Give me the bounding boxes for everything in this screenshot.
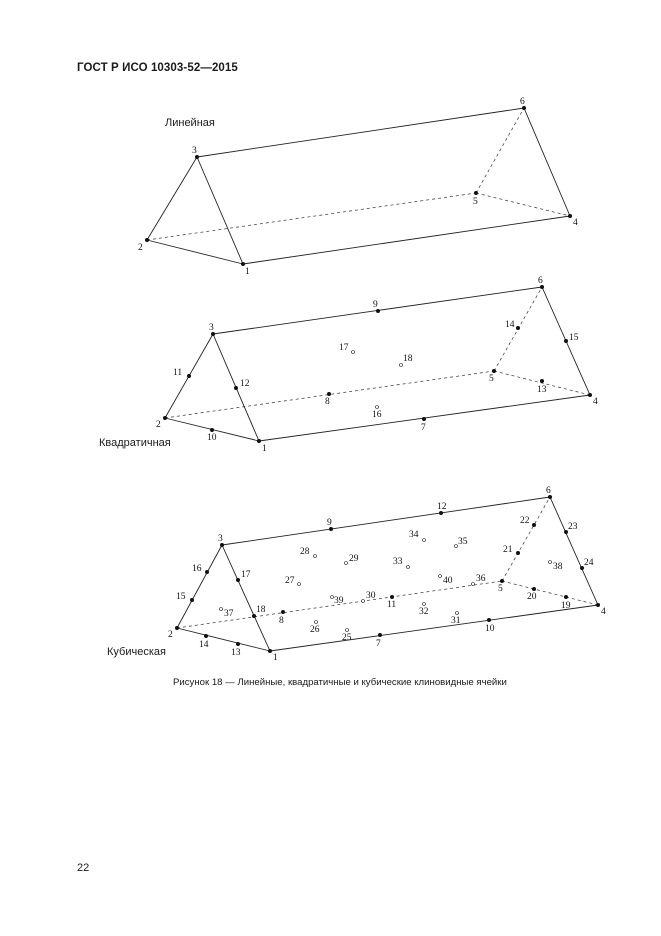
cubic-node-13 — [236, 642, 240, 646]
cubic-node-label-15: 15 — [176, 592, 186, 602]
cubic-node-20 — [532, 587, 536, 591]
quadratic-node-label-1: 1 — [262, 444, 267, 454]
quadratic-node-label-6: 6 — [538, 276, 543, 286]
cubic-node-label-10: 10 — [485, 624, 495, 634]
figure-caption: Рисунок 18 — Линейные, квадратичные и кубические клиновидные ячейки — [173, 677, 507, 688]
linear-edge-2-3 — [147, 157, 197, 240]
quadratic-wedge-diagram — [156, 276, 598, 454]
cubic-node-label-25: 25 — [342, 633, 352, 643]
linear-hidden-edge-5-6 — [476, 108, 524, 193]
cubic-node-label-5: 5 — [498, 584, 503, 594]
quadratic-node-15 — [564, 339, 568, 343]
cubic-node-label-20: 20 — [527, 592, 537, 602]
cubic-edge-4-6 — [550, 497, 598, 605]
quadratic-node-label-11: 11 — [173, 368, 183, 378]
cubic-wedge-label: Кубическая — [107, 646, 166, 658]
linear-node-2 — [145, 238, 149, 242]
cubic-node-label-19: 19 — [561, 601, 571, 611]
cubic-node-19 — [564, 595, 568, 599]
cubic-node-label-1: 1 — [273, 653, 278, 663]
cubic-node-38 — [549, 561, 552, 564]
cubic-node-label-7: 7 — [376, 639, 381, 649]
quadratic-node-label-3: 3 — [209, 323, 214, 333]
cubic-node-label-26: 26 — [310, 625, 320, 635]
cubic-node-label-21: 21 — [503, 545, 513, 555]
cubic-node-14 — [204, 634, 208, 638]
cubic-node-label-13: 13 — [231, 648, 241, 658]
linear-edge-3-6 — [197, 108, 524, 157]
linear-edge-1-2 — [147, 240, 243, 264]
cubic-edge-3-6 — [222, 497, 550, 545]
cubic-node-label-24: 24 — [584, 558, 594, 568]
quadratic-node-2 — [163, 416, 167, 420]
cubic-node-label-27: 27 — [285, 576, 295, 586]
document-header: ГОСТ Р ИСО 10303-52—2015 — [77, 62, 238, 74]
cubic-node-label-40: 40 — [443, 576, 453, 586]
cubic-node-label-39: 39 — [334, 596, 344, 606]
quadratic-node-label-5: 5 — [489, 374, 494, 384]
cubic-node-10 — [487, 618, 491, 622]
quadratic-node-10 — [210, 428, 214, 432]
cubic-node-27 — [298, 583, 301, 586]
linear-node-label-1: 1 — [245, 267, 250, 277]
cubic-node-label-34: 34 — [409, 530, 419, 540]
cubic-node-36 — [472, 583, 475, 586]
quadratic-node-17 — [352, 351, 355, 354]
cubic-node-15 — [190, 598, 194, 602]
quadratic-node-label-17: 17 — [339, 343, 349, 353]
quadratic-node-label-7: 7 — [421, 423, 426, 433]
quadratic-node-label-4: 4 — [593, 397, 598, 407]
cubic-node-17 — [236, 578, 240, 582]
linear-edge-3-1 — [197, 157, 243, 264]
cubic-node-label-35: 35 — [458, 537, 468, 547]
linear-node-label-6: 6 — [520, 97, 525, 107]
cubic-node-21 — [516, 551, 520, 555]
linear-wedge-label: Линейная — [165, 117, 215, 129]
linear-node-5 — [474, 191, 478, 195]
cubic-node-label-37: 37 — [224, 609, 234, 619]
cubic-node-29 — [345, 562, 348, 565]
quadratic-node-label-16: 16 — [372, 410, 382, 420]
cubic-node-8 — [281, 610, 285, 614]
cubic-node-label-6: 6 — [546, 486, 551, 496]
quadratic-node-label-12: 12 — [240, 379, 250, 389]
cubic-node-label-31: 31 — [451, 616, 461, 626]
linear-node-1 — [241, 262, 245, 266]
quadratic-node-7 — [422, 417, 426, 421]
linear-wedge-diagram — [138, 97, 578, 277]
cubic-node-label-29: 29 — [349, 554, 359, 564]
cubic-edge-3-1 — [222, 545, 270, 651]
quadratic-node-label-18: 18 — [403, 354, 413, 364]
cubic-node-label-14: 14 — [199, 640, 209, 650]
cubic-node-label-36: 36 — [476, 574, 486, 584]
cubic-node-28 — [314, 555, 317, 558]
cubic-node-2 — [175, 626, 179, 630]
linear-edge-1-4 — [243, 216, 570, 264]
cubic-node-label-16: 16 — [192, 564, 202, 574]
quadratic-node-label-14: 14 — [505, 320, 515, 330]
quadratic-node-label-10: 10 — [207, 433, 217, 443]
linear-node-4 — [568, 214, 572, 218]
page-number: 22 — [77, 862, 90, 874]
cubic-edge-1-2 — [177, 628, 270, 651]
cubic-node-40 — [439, 575, 442, 578]
cubic-node-label-4: 4 — [601, 607, 606, 617]
cubic-node-31 — [456, 612, 459, 615]
cubic-node-4 — [596, 603, 600, 607]
quadratic-node-11 — [187, 374, 191, 378]
cubic-node-7 — [378, 633, 382, 637]
cubic-hidden-edge-5-6 — [502, 497, 550, 581]
cubic-node-label-38: 38 — [553, 562, 563, 572]
cubic-node-5 — [500, 579, 504, 583]
quadratic-node-label-13: 13 — [537, 385, 547, 395]
cubic-node-37 — [220, 608, 223, 611]
quadratic-node-label-15: 15 — [569, 333, 579, 343]
cubic-node-25 — [346, 629, 349, 632]
cubic-node-label-33: 33 — [393, 557, 403, 567]
cubic-node-26 — [315, 621, 318, 624]
quadratic-node-4 — [588, 393, 592, 397]
cubic-node-11 — [390, 595, 394, 599]
linear-node-label-4: 4 — [573, 218, 578, 228]
linear-node-label-2: 2 — [138, 243, 143, 253]
cubic-node-label-32: 32 — [419, 607, 429, 617]
cubic-node-34 — [423, 539, 426, 542]
cubic-node-label-18: 18 — [256, 605, 266, 615]
cubic-node-label-22: 22 — [520, 516, 530, 526]
cubic-node-label-11: 11 — [387, 600, 397, 610]
linear-edge-4-6 — [524, 108, 570, 216]
linear-node-label-3: 3 — [192, 146, 197, 156]
cubic-node-22 — [532, 523, 536, 527]
cubic-node-1 — [268, 649, 272, 653]
cubic-node-32 — [423, 603, 426, 606]
cubic-node-label-17: 17 — [241, 570, 251, 580]
cubic-edge-2-3 — [177, 545, 222, 628]
linear-hidden-edge-2-5 — [147, 193, 476, 240]
cubic-node-33 — [407, 566, 410, 569]
quadratic-node-1 — [257, 439, 261, 443]
cubic-node-label-30: 30 — [366, 591, 376, 601]
quadratic-node-8 — [327, 392, 331, 396]
cubic-node-label-28: 28 — [300, 547, 310, 557]
quadratic-node-5 — [492, 369, 496, 373]
quadratic-node-label-2: 2 — [156, 420, 161, 430]
quadratic-wedge-label: Квадратичная — [99, 437, 171, 449]
cubic-node-label-8: 8 — [279, 616, 284, 626]
cubic-node-30 — [362, 600, 365, 603]
quadratic-node-label-9: 9 — [373, 300, 378, 310]
cubic-node-label-2: 2 — [168, 630, 173, 640]
quadratic-node-13 — [540, 379, 544, 383]
cubic-node-label-3: 3 — [218, 534, 223, 544]
cubic-node-label-23: 23 — [568, 522, 578, 532]
cubic-node-label-12: 12 — [437, 502, 447, 512]
quadratic-node-label-8: 8 — [325, 397, 330, 407]
linear-node-label-5: 5 — [473, 197, 478, 207]
linear-hidden-edge-5-4 — [476, 193, 570, 216]
cubic-node-16 — [205, 570, 209, 574]
cubic-wedge-diagram — [168, 486, 606, 663]
quadratic-node-12 — [234, 386, 238, 390]
quadratic-node-14 — [516, 326, 520, 330]
cubic-hidden-edge-5-4 — [502, 581, 598, 605]
quadratic-node-16 — [376, 406, 379, 409]
cubic-node-label-9: 9 — [327, 518, 332, 528]
